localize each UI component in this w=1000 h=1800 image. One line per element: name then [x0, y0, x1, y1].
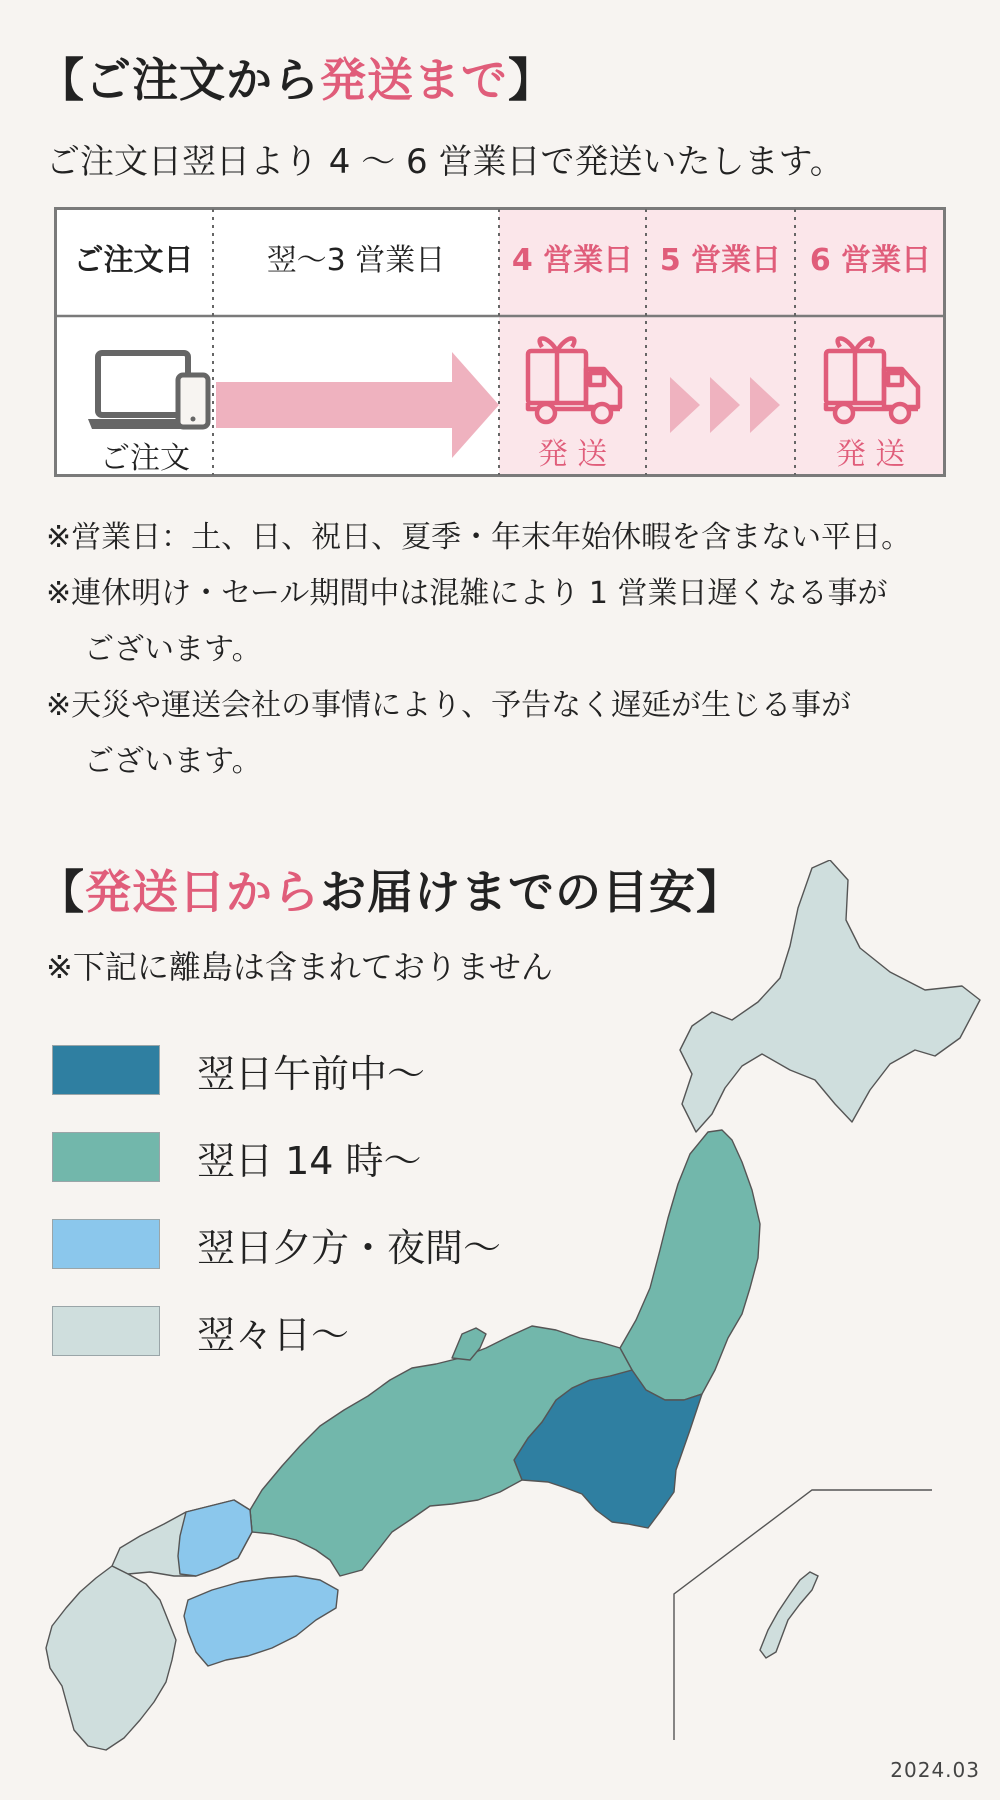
legend-label-afternoon: 翌日 14 時〜 — [197, 1139, 422, 1183]
region-tohoku — [620, 1130, 760, 1400]
header-day-4: 4 営業日 — [511, 243, 634, 278]
note-disaster-delay: ※天災や運送会社の事情により、予告なく遅延が生じる事が — [46, 688, 852, 723]
region-kyushu — [46, 1566, 176, 1750]
shipping-title-pre: 【ご注文から — [38, 53, 320, 107]
note-holiday-delay: ※連休明け・セール期間中は混雑により 1 営業日遅くなる事が — [46, 576, 888, 611]
legend-label-next-next-day: 翌々日〜 — [197, 1313, 350, 1357]
shipping-title-post: 】 — [508, 53, 555, 107]
region-hokkaido — [680, 860, 980, 1132]
header-order-day: ご注文日 — [73, 243, 194, 278]
header-day-5: 5 営業日 — [659, 243, 782, 278]
delivery-title-post: お届けまでの目安】 — [320, 865, 743, 919]
note-holiday-delay-cont: ございます。 — [84, 632, 262, 667]
region-shikoku — [184, 1576, 338, 1666]
note-business-days: ※営業日：土、日、祝日、夏季・年末年始休暇を含まない平日。 — [46, 520, 912, 555]
shipping-lead: ご注文日翌日より 4 〜 6 営業日で発送いたします。 — [46, 142, 844, 182]
ship-label-day-6: 発 送 — [835, 437, 906, 472]
legend-label-evening: 翌日夕方・夜間〜 — [197, 1226, 502, 1270]
shipping-title — [38, 44, 555, 110]
shipping-timeline-table — [54, 207, 946, 477]
okinawa-inset — [674, 1490, 932, 1740]
delivery-title-highlight: 発送日から — [85, 865, 320, 919]
order-label: ご注文 — [100, 441, 190, 476]
shipping-title-highlight: 発送まで — [320, 53, 508, 107]
region-okinawa — [760, 1572, 818, 1658]
note-disaster-delay-cont: ございます。 — [84, 744, 262, 779]
japan-delivery-map — [0, 860, 1000, 1760]
region-chugoku-east — [178, 1500, 252, 1576]
ship-label-day-4: 発 送 — [537, 437, 608, 472]
shipping-notes — [46, 510, 986, 790]
issue-date: 2024.03 — [890, 1758, 980, 1782]
header-next-3-days: 翌〜3 営業日 — [266, 243, 446, 278]
header-day-6: 6 営業日 — [809, 243, 932, 278]
delivery-note: ※下記に離島は含まれておりません — [46, 948, 553, 986]
legend-label-morning: 翌日午前中〜 — [197, 1052, 426, 1096]
delivery-title-pre: 【 — [38, 865, 85, 919]
